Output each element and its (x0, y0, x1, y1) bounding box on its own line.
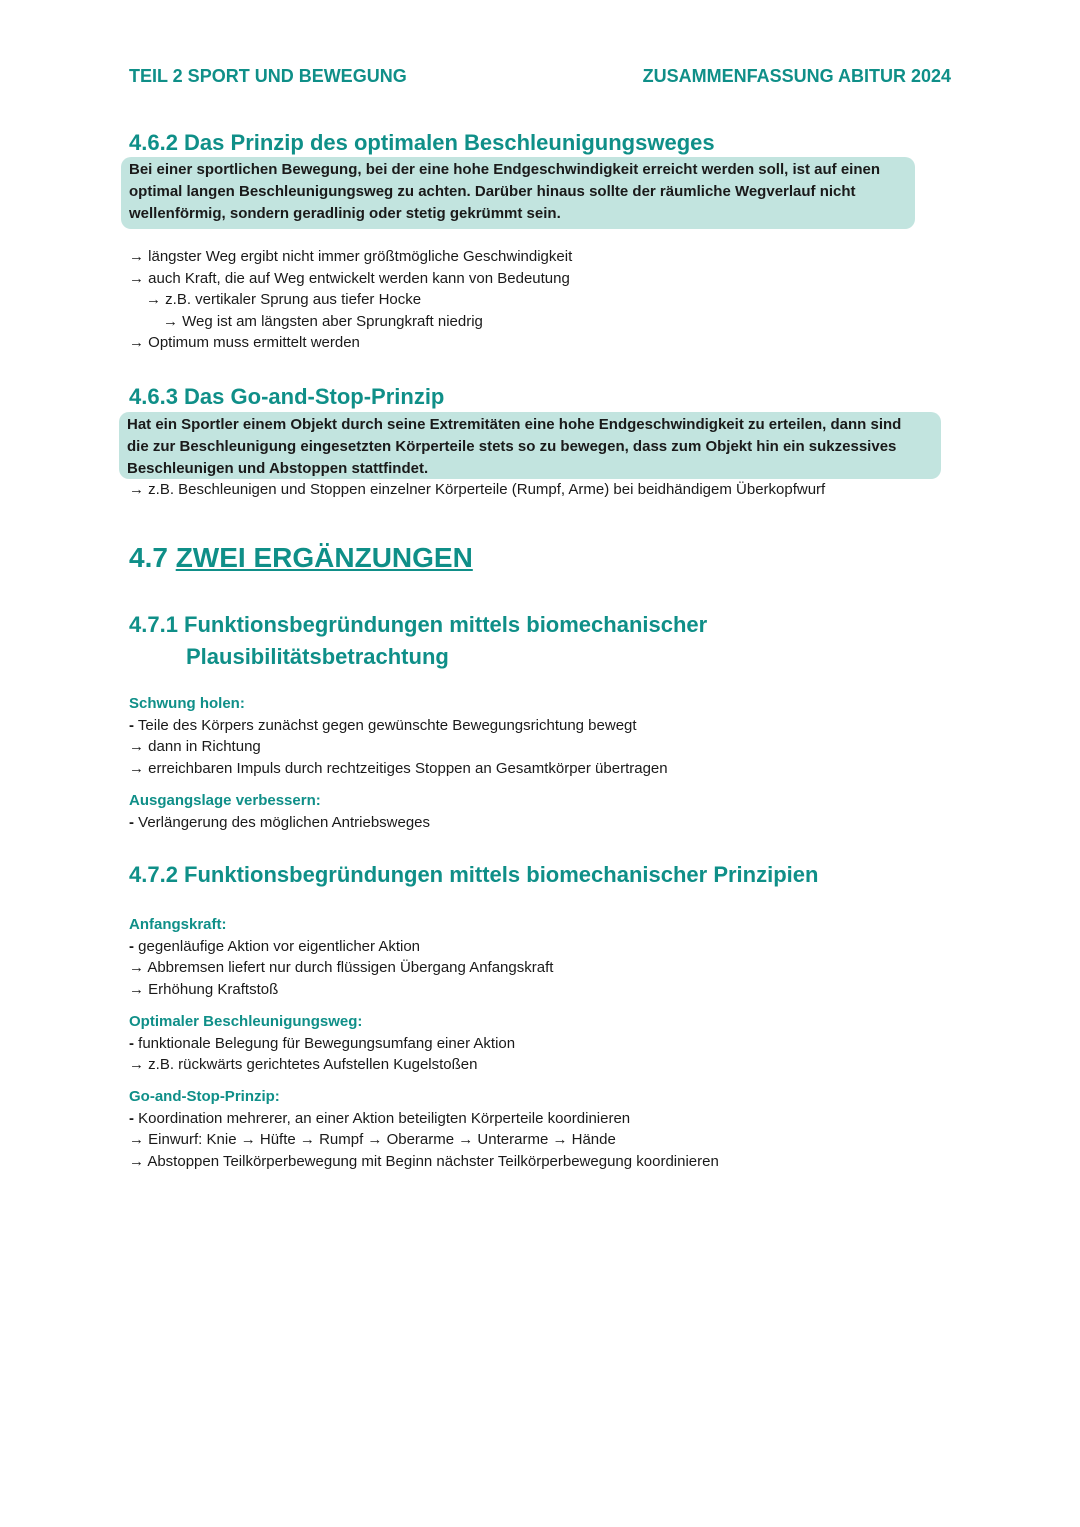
point-line: → längster Weg ergibt nicht immer größtmögliche Geschwindigkeit (129, 248, 573, 265)
box-line: Bei einer sportlichen Bewegung, bei der eine hohe Endgeschwindigkeit erreicht werden soll, ist auf einen (129, 161, 880, 178)
list-item: - Teile des Körpers zunächst gegen gewünschte Bewegungsrichtung bewegt (129, 716, 637, 734)
title-line: Plausibilitätsbetrachtung (186, 644, 449, 669)
title-line: 4.7.1 Funktionsbegründungen mittels biomechanischer (129, 612, 708, 637)
list-item: → erreichbaren Impuls durch rechtzeitiges Stoppen an Gesamtkörper übertragen (129, 759, 668, 777)
group-go-and-stop (129, 1086, 719, 1172)
list-item: → Abbremsen liefert nur durch flüssigen Übergang Anfangskraft (129, 959, 554, 977)
group-anfangskraft (129, 914, 553, 1000)
box-line: wellenförmig, sondern geradlinig oder stetig gekrümmt sein. (129, 205, 561, 222)
point-line: → Optimum muss ermittelt werden (129, 334, 360, 352)
list-item: → Einwurf: Knie → Hüfte → Rumpf → Oberarme → Unterarme → Hände (129, 1131, 616, 1149)
definition-box-4-6-3 (119, 412, 941, 479)
point-line: → Weg ist am längsten aber Sprungkraft niedrig (163, 312, 483, 330)
group-label: Anfangskraft: (129, 916, 227, 933)
box-line: die zur Beschleunigung eingesetzten Körperteile stets so zu bewegen, dass zum Objekt hin ein sukzessives (127, 438, 897, 455)
points-4-6-2 (129, 246, 572, 354)
box-line: Beschleunigen und Abstoppen stattfindet. (127, 460, 429, 477)
list-item: → dann in Richtung (129, 738, 261, 756)
box-line: Hat ein Sportler einem Objekt durch seine Extremitäten eine hohe Endgeschwindigkeit zu erteilen, dann sind (127, 416, 902, 433)
section-4-6-3-title: 4.6.3 Das Go-and-Stop-Prinzip (129, 384, 445, 409)
header-left: TEIL 2 SPORT UND BEWEGUNG (129, 66, 407, 86)
section-4-7-title (129, 542, 473, 574)
group-label: Ausgangslage verbessern: (129, 792, 321, 809)
section-number: 4.7 (129, 542, 176, 573)
points-4-6-3 (129, 479, 825, 501)
group-label: Go-and-Stop-Prinzip: (129, 1088, 280, 1105)
point-line: → auch Kraft, die auf Weg entwickelt werden kann von Bedeutung (129, 269, 570, 287)
group-ausgangslage (129, 790, 430, 833)
section-4-7-2-title: 4.7.2 Funktionsbegründungen mittels biomechanischer Prinzipien (129, 862, 819, 887)
definition-box-4-6-2 (121, 157, 915, 229)
section-4-6-2-title: 4.6.2 Das Prinzip des optimalen Beschleunigungsweges (129, 130, 715, 155)
box-line: optimal langen Beschleunigungsweg zu achten. Darüber hinaus sollte der räumliche Wegverlauf nicht (129, 183, 856, 200)
list-item: → Erhöhung Kraftstoß (129, 980, 279, 998)
group-label: Schwung holen: (129, 695, 245, 712)
point-line: → z.B. vertikaler Sprung aus tiefer Hocke (146, 291, 422, 309)
list-item: - gegenläufige Aktion vor eigentlicher Aktion (129, 937, 421, 955)
section-title: ZWEI ERGÄNZUNGEN (175, 542, 473, 573)
list-item: → z.B. rückwärts gerichtetes Aufstellen Kugelstoßen (129, 1056, 478, 1074)
group-schwung-holen (129, 693, 668, 779)
section-4-7-1-title (129, 609, 707, 673)
list-item: - funktionale Belegung für Bewegungsumfang einer Aktion (129, 1034, 516, 1052)
list-item: - Koordination mehrerer, an einer Aktion beteiligten Körperteile koordinieren (129, 1109, 631, 1127)
group-optimaler-weg (129, 1011, 515, 1076)
list-item: → Abstoppen Teilkörperbewegung mit Beginn nächster Teilkörperbewegung koordinieren (129, 1152, 719, 1170)
group-label: Optimaler Beschleunigungsweg: (129, 1013, 363, 1030)
list-item: - Verlängerung des möglichen Antriebsweges (129, 813, 431, 831)
page-header (129, 66, 951, 87)
point-line: → z.B. Beschleunigen und Stoppen einzelner Körperteile (Rumpf, Arme) bei beidhändigem Überkopfwurf (129, 481, 826, 498)
header-right: ZUSAMMENFASSUNG ABITUR 2024 (642, 66, 951, 86)
